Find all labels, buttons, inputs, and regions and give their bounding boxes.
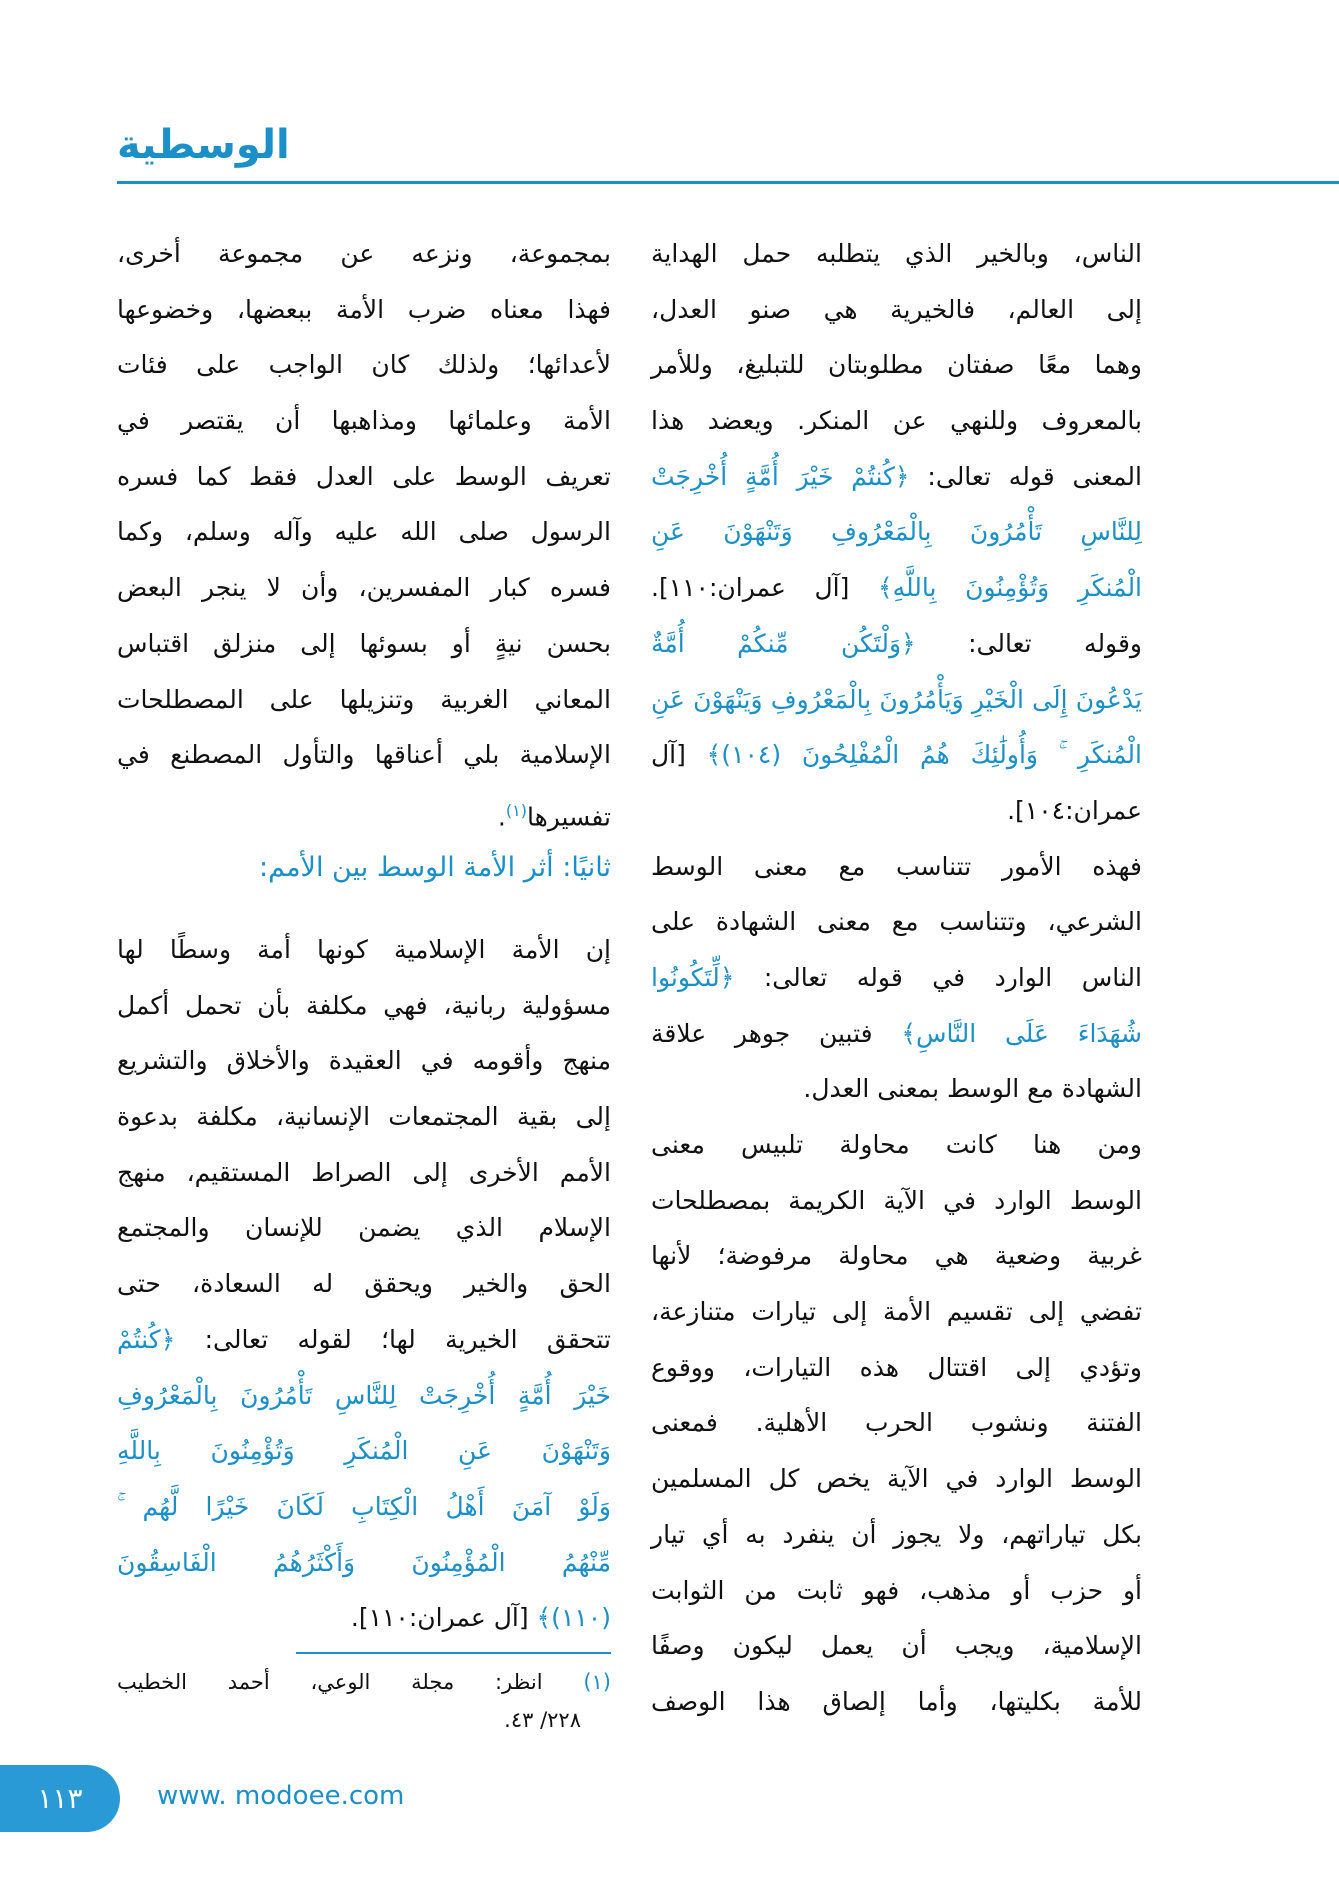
text-line — [651, 449, 1142, 505]
text-line — [651, 672, 1142, 728]
section-heading: ثانيًا: أثر الأمة الوسط بين الأمم: — [259, 852, 611, 883]
quran-verse: مِّنْهُمُ الْمُؤْمِنُونَ وَأَكْثَرُهُمُ الْفَاسِقُونَ — [117, 1547, 611, 1577]
text-line — [651, 337, 1142, 393]
header-rule — [117, 181, 1339, 184]
text-segment: بمجموعة، ونزعه عن مجموعة أخرى، — [117, 239, 611, 268]
left-column-section — [117, 922, 611, 1646]
footnote — [117, 1670, 611, 1694]
text-segment: ومن هنا كانت محاولة تلبيس معنى — [651, 1130, 1142, 1159]
text-segment: لأعدائها؛ ولذلك كان الواجب على فئات — [117, 350, 611, 380]
text-line — [117, 1423, 611, 1479]
text-segment: الإسلامية بلي أعناقها والتأول المصطنع في — [117, 740, 611, 770]
quran-verse: يَدْعُونَ إِلَى الْخَيْرِ وَيَأْمُرُونَ بِالْمَعْرُوفِ وَيَنْهَوْنَ عَنِ — [651, 684, 1142, 714]
right-column — [651, 226, 1142, 1730]
text-segment: فهذا معناه ضرب الأمة ببعضها، وخضوعها — [117, 294, 611, 324]
text-line — [117, 504, 611, 560]
text-segment: الإسلام الذي يضمن للإنسان والمجتمع — [117, 1213, 611, 1243]
quran-verse: خَيْرَ أُمَّةٍ أُخْرِجَتْ لِلنَّاسِ تَأْمُرُونَ بِالْمَعْرُوفِ — [117, 1380, 611, 1410]
footnote-rule — [296, 1652, 611, 1654]
text-segment: عمران:١٠٤]. — [1007, 795, 1142, 825]
text-line — [651, 1117, 1142, 1173]
text-segment: الحق والخير ويحقق له السعادة، حتى — [117, 1269, 611, 1299]
quran-verse: ﴿كُنتُمْ — [117, 1324, 176, 1354]
text-line — [651, 282, 1142, 338]
quran-verse: ﴿كُنتُمْ خَيْرَ أُمَّةٍ أُخْرِجَتْ — [651, 461, 910, 491]
text-line — [117, 978, 611, 1034]
text-line — [651, 1284, 1142, 1340]
text-line — [117, 783, 611, 839]
text-segment: إلى بقية المجتمعات الإنسانية، مكلفة بدعوة — [117, 1102, 611, 1132]
text-line — [117, 922, 611, 978]
footnote-number: (١) — [583, 1670, 611, 1694]
text-segment: المعنى قوله تعالى: — [909, 461, 1142, 491]
text-segment: فتبين جوهر علاقة — [651, 1018, 902, 1048]
quran-verse: ﴿وَلْتَكُن مِّنكُمْ أُمَّةٌ — [651, 628, 916, 658]
text-line — [651, 1340, 1142, 1396]
quran-verse: لِلنَّاسِ تَأْمُرُونَ بِالْمَعْرُوفِ وَتَنْهَوْنَ عَنِ — [651, 517, 1142, 547]
text-segment: فسره كبار المفسرين، وأن لا ينجر البعض — [117, 573, 611, 603]
text-segment: مسؤولية ربانية، فهي مكلفة بأن تحمل أكمل — [117, 990, 611, 1020]
text-line — [651, 226, 1142, 282]
text-segment: للأمة بكليتها، وأما إلصاق هذا الوصف — [651, 1686, 1142, 1716]
quran-verse: الْمُنكَرِ وَتُؤْمِنُونَ بِاللَّهِ﴾ — [877, 573, 1143, 603]
footnote-text: انظر: مجلة الوعي، أحمد الخطيب — [117, 1670, 584, 1694]
quran-verse: وَتَنْهَوْنَ عَنِ الْمُنكَرِ وَتُؤْمِنُونَ بِاللَّهِ — [117, 1436, 611, 1466]
running-header-title: الوسطية — [117, 122, 290, 168]
text-line — [117, 616, 611, 672]
text-segment: إلى العالم، فالخيرية هي صنو العدل، — [651, 294, 1142, 324]
text-segment: فهذه الأمور تتناسب مع معنى الوسط — [651, 851, 1142, 881]
text-line — [117, 1479, 611, 1535]
text-segment: وقوله تعالى: — [915, 628, 1142, 658]
text-line — [117, 672, 611, 728]
quran-verse: (١١٠)﴾ — [536, 1603, 611, 1633]
website-url[interactable]: www. modoee.com — [157, 1781, 405, 1811]
text-segment: الأمم الأخرى إلى الصراط المستقيم، منهج — [117, 1157, 611, 1187]
text-segment: الناس الوارد في قوله تعالى: — [734, 962, 1142, 992]
text-segment: غربية وضعية هي محاولة مرفوضة؛ لأنها — [651, 1241, 1142, 1271]
text-line — [651, 1618, 1142, 1674]
text-segment: [آل عمران:١١٠]. — [350, 1603, 537, 1633]
text-segment: الشهادة مع الوسط بمعنى العدل. — [803, 1074, 1142, 1104]
text-line — [651, 839, 1142, 895]
text-line — [651, 1507, 1142, 1563]
text-line — [117, 727, 611, 783]
quran-verse: وَلَوْ آمَنَ أَهْلُ الْكِتَابِ لَكَانَ خَيْرًا لَّهُم ۚ — [117, 1491, 611, 1521]
text-line — [117, 1200, 611, 1256]
text-line — [651, 616, 1142, 672]
text-line — [651, 393, 1142, 449]
text-line — [651, 504, 1142, 560]
text-line — [117, 1033, 611, 1089]
text-segment: الناس، وبالخير الذي يتطلبه حمل الهداية — [651, 239, 1142, 268]
text-line — [117, 282, 611, 338]
text-segment: أو حزب أو مذهب، فهو ثابت من الثوابت — [651, 1575, 1142, 1605]
text-line — [651, 1228, 1142, 1284]
text-line — [117, 1535, 611, 1591]
text-segment: بالمعروف وللنهي عن المنكر. ويعضد هذا — [651, 406, 1142, 436]
text-line — [651, 783, 1142, 839]
left-column — [117, 226, 611, 839]
text-segment: الشرعي، وتتناسب مع معنى الشهادة على — [651, 907, 1142, 937]
text-line — [117, 226, 611, 282]
text-segment: الفتنة ونشوب الحرب الأهلية. فمعنى — [651, 1408, 1142, 1438]
text-line — [651, 1451, 1142, 1507]
text-line — [651, 950, 1142, 1006]
text-line — [651, 894, 1142, 950]
page-number: ١١٣ — [0, 1765, 120, 1832]
text-line — [117, 449, 611, 505]
text-segment: الوسط الوارد في الآية يخص كل المسلمين — [651, 1464, 1142, 1494]
text-segment: . — [497, 802, 506, 832]
text-line — [117, 1089, 611, 1145]
text-segment: [آل عمران:١١٠]. — [651, 573, 878, 603]
text-line — [651, 1674, 1142, 1730]
footnote-continuation: ٢٢٨/ ٤٣. — [504, 1708, 581, 1732]
text-line — [651, 560, 1142, 616]
text-line — [117, 1145, 611, 1201]
text-line — [651, 1395, 1142, 1451]
text-segment: تعريف الوسط على العدل فقط كما فسره — [117, 461, 611, 491]
text-segment: الوسط الوارد في الآية الكريمة بمصطلحات — [651, 1185, 1142, 1215]
text-line — [117, 337, 611, 393]
text-segment: الرسول صلى الله عليه وآله وسلم، وكما — [117, 517, 611, 547]
text-line — [117, 393, 611, 449]
text-segment: الإسلامية، ويجب أن يعمل ليكون وصفًا — [651, 1631, 1142, 1661]
text-line — [117, 1312, 611, 1368]
text-line — [651, 1563, 1142, 1619]
quran-verse: الْمُنكَرِ ۚ وَأُولَٰئِكَ هُمُ الْمُفْلِحُونَ (١٠٤)﴾ — [706, 740, 1142, 770]
text-line — [651, 1173, 1142, 1229]
text-line — [117, 1368, 611, 1424]
text-segment: الأمة وعلمائها ومذاهبها أن يقتصر في — [117, 406, 611, 436]
text-segment: [آل — [651, 740, 707, 770]
text-segment: المعاني الغربية وتنزيلها على المصطلحات — [117, 684, 611, 714]
text-segment: تفضي إلى تقسيم الأمة إلى تيارات متنازعة، — [651, 1297, 1142, 1327]
text-line — [651, 1006, 1142, 1062]
text-line — [117, 1256, 611, 1312]
text-segment: بكل تياراتهم، ولا يجوز أن ينفرد به أي تيار — [651, 1519, 1142, 1549]
text-segment: منهج وأقومه في العقيدة والأخلاق والتشريع — [117, 1046, 611, 1076]
text-line — [651, 1061, 1142, 1117]
text-segment: إن الأمة الإسلامية كونها أمة وسطًا لها — [117, 935, 611, 964]
text-line — [651, 727, 1142, 783]
text-segment: تفسيرها — [526, 802, 611, 832]
text-segment: بحسن نيةٍ أو بسوئها إلى منزلق اقتباس — [117, 628, 611, 658]
text-segment: وهما معًا صفتان مطلوبتان للتبليغ، وللأمر — [651, 350, 1142, 380]
quran-verse: ﴿لِّتَكُونُوا — [651, 962, 735, 992]
text-line — [117, 1590, 611, 1646]
text-segment: وتؤدي إلى اقتتال هذه التيارات، ووقوع — [651, 1352, 1142, 1382]
footnote-ref: (١) — [505, 800, 527, 820]
quran-verse: شُهَدَاءَ عَلَى النَّاسِ﴾ — [901, 1018, 1142, 1048]
text-segment: تتحقق الخيرية لها؛ لقوله تعالى: — [175, 1324, 611, 1354]
text-line — [117, 560, 611, 616]
